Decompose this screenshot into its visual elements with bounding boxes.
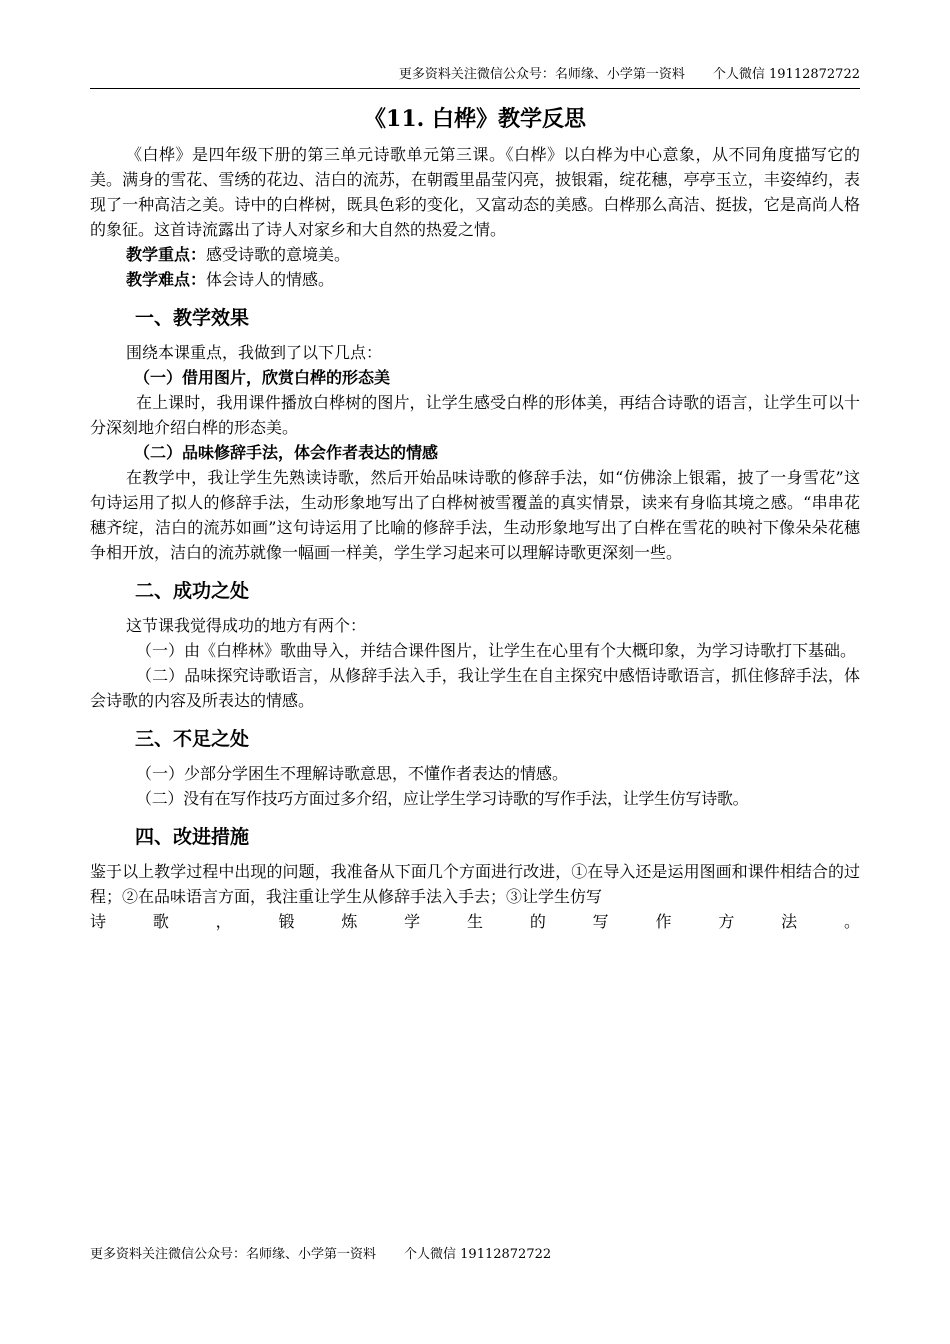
page-footer: [90, 1246, 551, 1264]
section-heading-improvements: 四、改进措施: [135, 826, 250, 848]
success-lead: 这节课我觉得成功的地方有两个：: [126, 616, 367, 635]
intro-paragraph: 《白桦》是四年级下册的第三单元诗歌单元第三课。《白桦》以白桦为中心意象，从不同角度描写它的美。满身的雪花、雪绣的花边、洁白的流苏，在朝霞里晶莹闪亮，披银霜，绽花穗，亭亭玉立，丰姿绰约，表现了一种高洁之美。诗中的白桦树，既具色彩的变化，又富动态的美感。白桦那么高洁、挺拔，它是高尚人格的象征。这首诗流露出了诗人对家乡和大自然的热爱之情。: [90, 145, 860, 239]
document-title: 《11. 白桦》教学反思: [364, 106, 586, 132]
header-source: 更多资料关注微信公众号：名师缘、小学第一资料: [398, 67, 685, 82]
shortcoming-item-2: （二）没有在写作技巧方面过多介绍，应让学生学习诗歌的写作手法，让学生仿写诗歌。: [136, 789, 749, 808]
teaching-difficulty-text: 体会诗人的情感。: [206, 270, 335, 289]
teaching-difficulty: [90, 267, 860, 292]
improvement-last-line: 诗歌，锻炼学生的写作方法。: [90, 912, 860, 931]
shortcoming-item-1: （一）少部分学困生不理解诗歌意思，不懂作者表达的情感。: [136, 764, 569, 783]
section-heading-shortcomings: 三、不足之处: [135, 728, 250, 750]
page-header: [90, 66, 860, 89]
teaching-difficulty-label: 教学难点：: [126, 270, 207, 289]
section-heading-effect: 一、教学效果: [135, 307, 250, 329]
effect-sub1-title: （一）借用图片，欣赏白桦的形态美: [134, 368, 391, 387]
header-wechat: 个人微信 19112872722: [712, 67, 860, 82]
section-heading-success: 二、成功之处: [135, 580, 250, 602]
effect-sub1-text: 在上课时，我用课件播放白桦树的图片，让学生感受白桦的形体美，再结合诗歌的语言，让学生可以十分深刻地介绍白桦的形态美。: [90, 393, 860, 437]
success-item-2: （二）品味探究诗歌语言，从修辞手法入手，我让学生在自主探究中感悟诗歌语言，抓住修辞手法，体会诗歌的内容及所表达的情感。: [90, 666, 860, 710]
footer-wechat: 个人微信 19112872722: [404, 1247, 552, 1262]
success-item-1: （一）由《白桦林》歌曲导入，并结合课件图片，让学生在心里有个大概印象，为学习诗歌打下基础。: [136, 641, 857, 660]
effect-lead: 围绕本课重点，我做到了以下几点：: [126, 343, 383, 362]
effect-sub2-text: 在教学中，我让学生先熟读诗歌，然后开始品味诗歌的修辞手法，如“仿佛涂上银霜，披了一身雪花”这句诗运用了拟人的修辞手法，生动形象地写出了白桦树被雪覆盖的真实情景，读来有身临其境之感。“串串花穗齐绽，洁白的流苏如画”这句诗运用了比喻的修辞手法，生动形象地写出了白桦在雪花的映衬下像朵朵花穗争相开放，洁白的流苏就像一幅画一样美，学生学习起来可以理解诗歌更深刻一些。: [90, 468, 860, 562]
effect-sub2-title: （二）品味修辞手法，体会作者表达的情感: [134, 443, 439, 462]
footer-source: 更多资料关注微信公众号：名师缘、小学第一资料: [90, 1247, 377, 1262]
teaching-focus-label: 教学重点：: [126, 245, 207, 264]
teaching-focus: [90, 242, 860, 267]
improvement-text: 鉴于以上教学过程中出现的问题，我准备从下面几个方面进行改进，①在导入还是运用图画和课件相结合的过程；②在品味语言方面，我注重让学生从修辞手法入手去；③让学生仿写: [90, 862, 860, 906]
document-body: [90, 104, 860, 934]
teaching-focus-text: 感受诗歌的意境美。: [206, 245, 351, 264]
